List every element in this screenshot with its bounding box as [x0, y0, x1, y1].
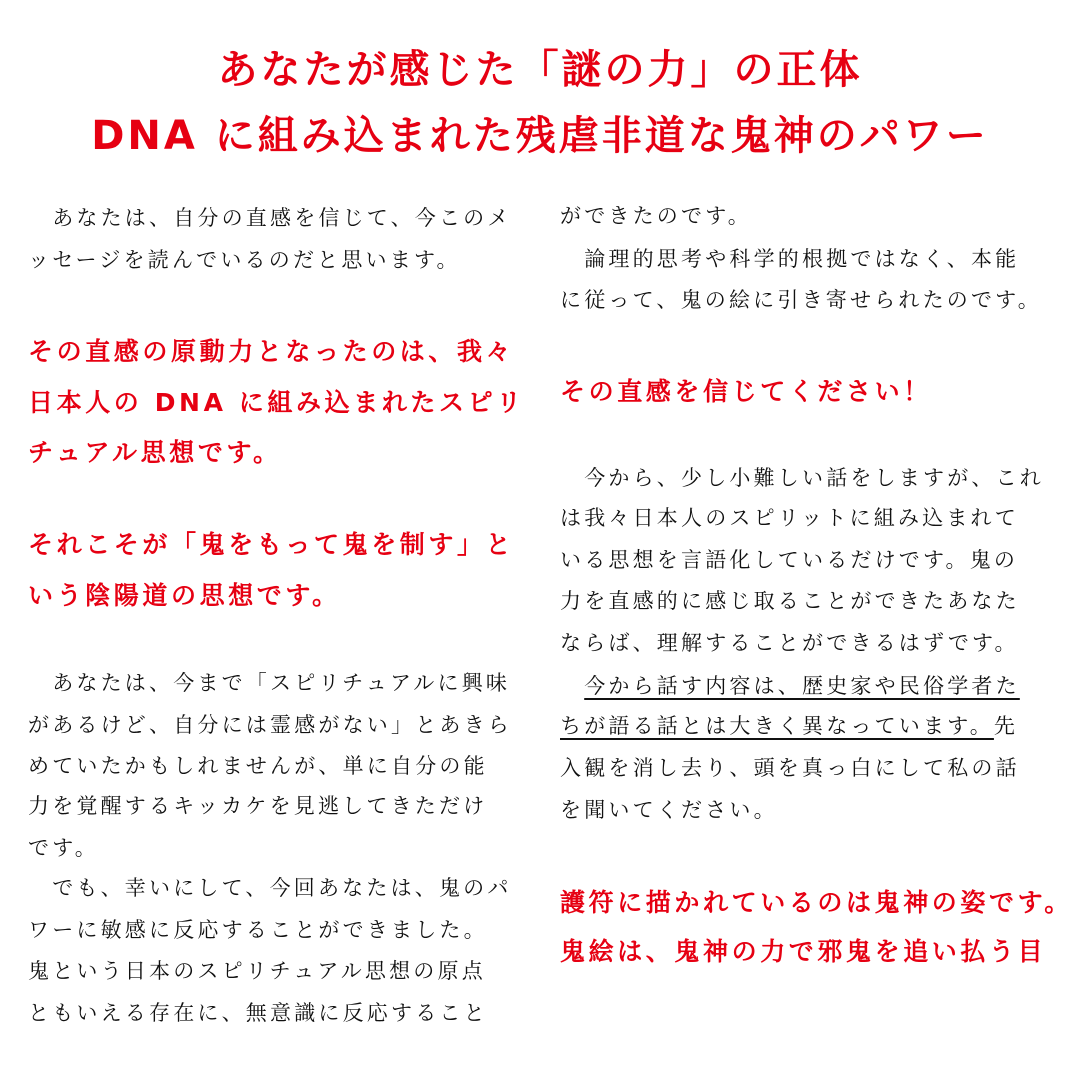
body-line: 今から、少し小難しい話をしますが、これ — [560, 466, 1044, 490]
body-line: あなたは、自分の直感を信じて、今このメ — [28, 206, 512, 230]
body-line: 力を覚醒するキッカケを見逃してきただけ — [28, 794, 488, 818]
body-line: いる思想を言語化しているだけです。鬼の — [560, 548, 1019, 572]
body-line: を聞いてください。 — [560, 798, 778, 822]
body-line: があるけど、自分には霊感がない」とあきら — [28, 713, 512, 737]
body-line: でも、幸いにして、今回あなたは、鬼のパ — [28, 876, 512, 900]
body-line: めていたかもしれませんが、単に自分の能 — [28, 754, 488, 778]
body-line: あなたは、今まで「スピリチュアルに興味 — [28, 671, 511, 695]
highlight-line: 鬼絵は、鬼神の力で邪鬼を追い払う目 — [560, 937, 1047, 966]
highlight-line: その直感の原動力となったのは、我々 — [28, 337, 515, 366]
body-text: 先 — [993, 714, 1019, 738]
highlight-line: その直感を信じてください！ — [560, 377, 932, 406]
highlight-line: 日本人の DNA に組み込まれたスピリ — [28, 388, 525, 417]
body-line: ワーに敏感に反応することができました。 — [28, 918, 488, 942]
highlight-line: 護符に描かれているのは鬼神の姿です。 — [560, 888, 1073, 917]
body-line — [560, 676, 1020, 697]
title-line-2: DNA に組み込まれた残虐非道な鬼神のパワー — [91, 113, 989, 159]
body-line: 論理的思考や科学的根拠ではなく、本能 — [560, 247, 1020, 271]
body-line: ともいえる存在に、無意識に反応すること — [28, 1001, 488, 1025]
underlined-text: ちが語る話とは大きく異なっています。 — [560, 714, 994, 738]
title-line-1: あなたが感じた「謎の力」の正体 — [217, 47, 863, 93]
body-line: に従って、鬼の絵に引き寄せられたのです。 — [560, 288, 1042, 312]
highlight-line: それこそが「鬼をもって鬼を制す」と — [28, 530, 515, 559]
body-line: 入観を消し去り、頭を真っ白にして私の話 — [560, 756, 1020, 780]
indent — [560, 674, 584, 698]
body-line: は我々日本人のスピリットに組み込まれて — [560, 506, 1019, 530]
body-line: ができたのです。 — [560, 204, 752, 228]
body-line: ッセージを読んでいるのだと思います。 — [28, 248, 461, 272]
body-line: です。 — [28, 836, 99, 860]
body-line — [560, 716, 1018, 737]
body-line: ならば、理解することができるはずです。 — [560, 631, 1019, 655]
underlined-text: 今から話す内容は、歴史家や民俗学者た — [584, 674, 1020, 698]
highlight-line: いう陰陽道の思想です。 — [28, 581, 341, 610]
body-line: 鬼という日本のスピリチュアル思想の原点 — [28, 959, 486, 983]
highlight-line: チュアル思想です。 — [28, 438, 282, 467]
body-line: 力を直感的に感じ取ることができたあなた — [560, 589, 1020, 613]
